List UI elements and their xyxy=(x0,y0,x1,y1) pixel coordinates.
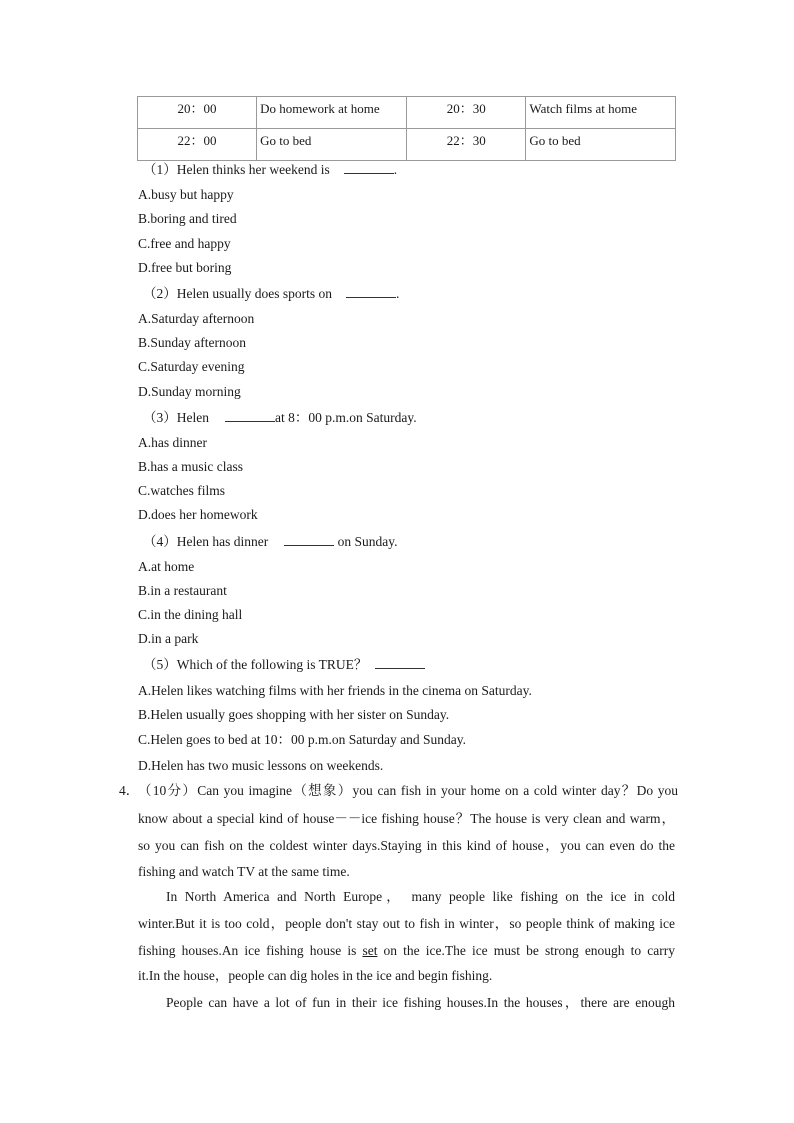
question-suffix: on Sunday. xyxy=(334,534,398,549)
option-c: C.Saturday evening xyxy=(138,359,245,374)
answer-blank xyxy=(375,655,425,669)
passage-line: （10分）Can you imagine（想象）you can fish in your home on a cold winter day？Do you xyxy=(138,783,678,798)
question-4 xyxy=(143,532,397,551)
time-cell: 22：00 xyxy=(138,129,257,161)
passage-line: know about a special kind of house－－ice fishing house？The house is very clean and warm， xyxy=(138,811,675,826)
question-3 xyxy=(143,408,417,427)
passage-line: so you can fish on the coldest winter days.Staying in this kind of house，you can even do the xyxy=(138,838,675,853)
option-c: C.free and happy xyxy=(138,236,231,251)
passage-paragraph-1-cont xyxy=(138,810,675,828)
passage-line: fishing and watch TV at the same time. xyxy=(138,864,350,879)
underlined-word: set xyxy=(362,943,378,958)
passage-paragraph-2-cont xyxy=(138,915,675,933)
activity-cell: Go to bed xyxy=(526,129,676,161)
passage-paragraph-1 xyxy=(138,782,678,800)
question-number: 4． xyxy=(119,783,140,798)
option-a: A.Helen likes watching films with her friends in the cinema on Saturday. xyxy=(138,683,532,698)
option-a: A.busy but happy xyxy=(138,187,234,202)
passage-line: winter.But it is too cold，people don't stay out to fish in winter，so people think of making ice xyxy=(138,916,675,931)
question-stem: （4）Helen has dinner xyxy=(143,534,269,549)
time-cell: 20：30 xyxy=(407,97,526,129)
question-stem: （5）Which of the following is TRUE？ xyxy=(143,657,368,672)
option-d: D.free but boring xyxy=(138,260,232,275)
activity-cell: Watch films at home xyxy=(526,97,676,129)
activity-cell: Go to bed xyxy=(257,129,407,161)
option-a: A.has dinner xyxy=(138,435,207,450)
passage-line xyxy=(138,942,675,960)
question-stem: （1）Helen thinks her weekend is xyxy=(143,162,330,177)
time-cell: 20：00 xyxy=(138,97,257,129)
question-5 xyxy=(143,655,425,674)
schedule-table xyxy=(137,96,676,161)
table-row xyxy=(138,129,676,161)
question-stem: （3）Helen xyxy=(143,410,209,425)
option-d: D.does her homework xyxy=(138,507,258,522)
question-suffix: . xyxy=(393,162,398,177)
option-a: A.Saturday afternoon xyxy=(138,311,255,326)
question-suffix: . xyxy=(395,286,400,301)
passage-paragraph-1-cont xyxy=(138,837,675,855)
option-d: D.Sunday morning xyxy=(138,384,241,399)
time-cell: 22：30 xyxy=(407,129,526,161)
option-b: B.in a restaurant xyxy=(138,583,227,598)
question-2 xyxy=(143,284,399,303)
passage-paragraph-3 xyxy=(166,994,675,1012)
question-suffix: at 8：00 p.m.on Saturday. xyxy=(274,410,417,425)
passage-text: fishing houses.An ice fishing house is xyxy=(138,943,363,958)
passage-paragraph-2-cont xyxy=(138,942,675,960)
option-c: C.Helen goes to bed at 10：00 p.m.on Saturday and Sunday. xyxy=(138,732,466,747)
passage-line: In North America and North Europe， many people like fishing on the ice in cold xyxy=(166,889,675,904)
passage-text: on the ice.The ice must be strong enough to carry xyxy=(377,943,675,958)
answer-blank xyxy=(344,160,394,174)
activity-cell: Do homework at home xyxy=(257,97,407,129)
passage-line: People can have a lot of fun in their ice fishing houses.In the houses，there are enough xyxy=(166,995,675,1010)
option-a: A.at home xyxy=(138,559,195,574)
option-b: B.Helen usually goes shopping with her sister on Sunday. xyxy=(138,707,450,722)
passage-paragraph-2 xyxy=(166,888,675,906)
answer-blank xyxy=(225,408,275,422)
table-row xyxy=(138,97,676,129)
option-b: B.has a music class xyxy=(138,459,243,474)
option-d: D.Helen has two music lessons on weekends. xyxy=(138,758,384,773)
option-b: B.boring and tired xyxy=(138,211,237,226)
question-1 xyxy=(143,160,397,179)
answer-blank xyxy=(284,532,334,546)
passage-line: it.In the house，people can dig holes in the ice and begin fishing. xyxy=(138,968,493,983)
option-d: D.in a park xyxy=(138,631,199,646)
option-b: B.Sunday afternoon xyxy=(138,335,246,350)
option-c: C.in the dining hall xyxy=(138,607,243,622)
question-stem: （2）Helen usually does sports on xyxy=(143,286,332,301)
option-c: C.watches films xyxy=(138,483,225,498)
answer-blank xyxy=(346,284,396,298)
